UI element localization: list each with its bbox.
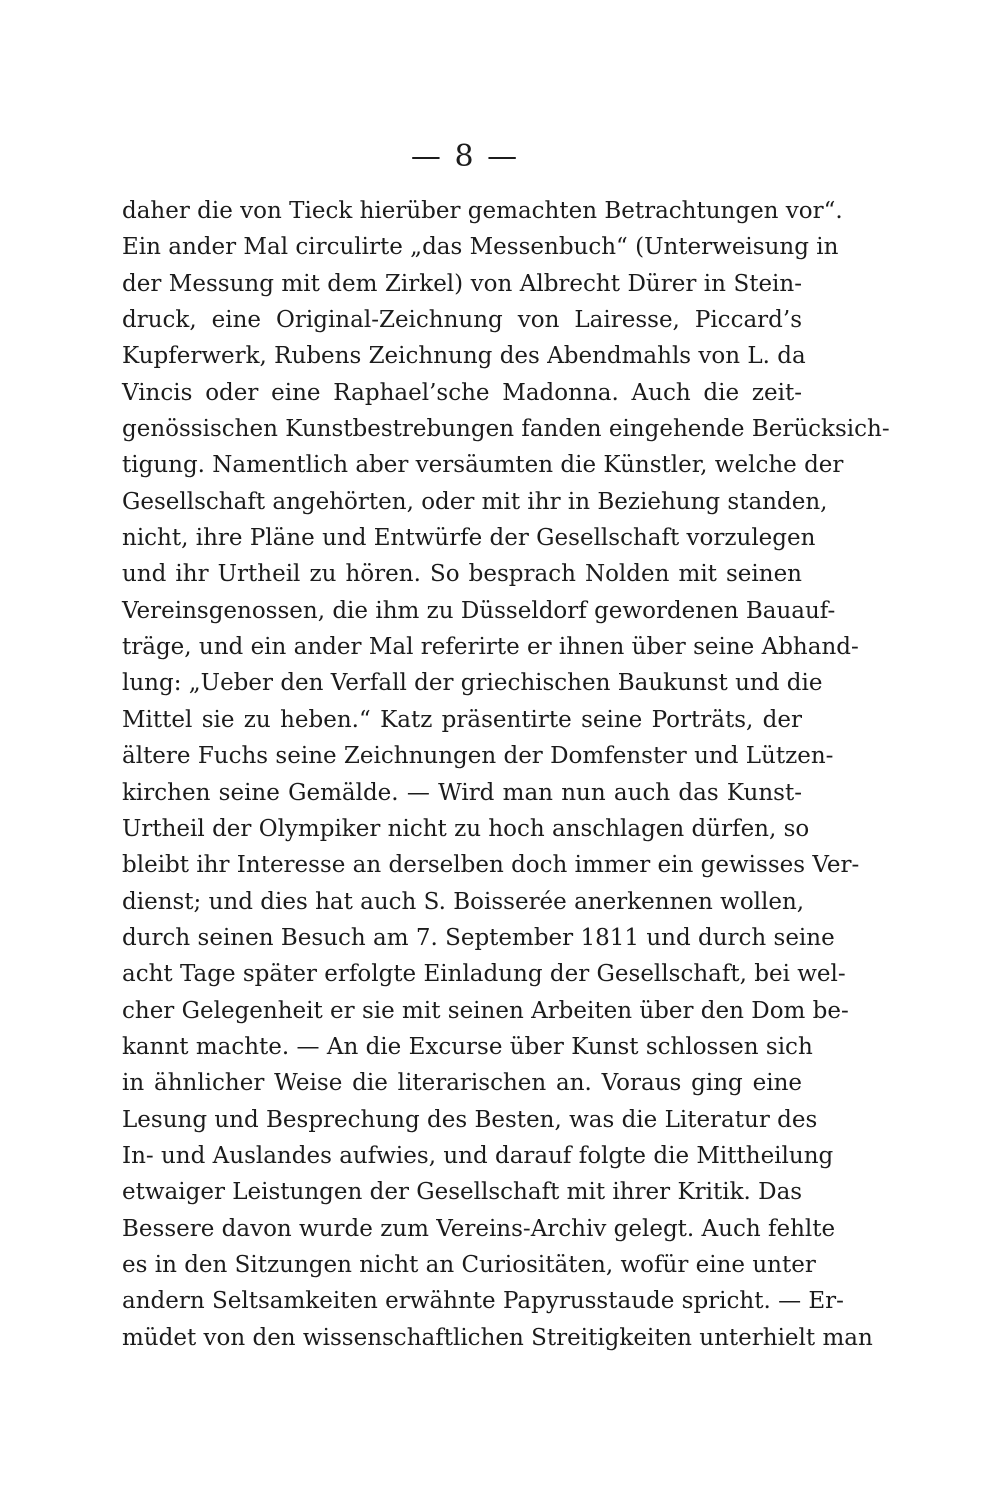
text-line: Urtheil der Olympiker nicht zu hoch anschlagen dürfen, so <box>122 815 810 842</box>
text-line: es in den Sitzungen nicht an Curiositäten, wofür eine unter <box>122 1251 816 1278</box>
text-line: andern Seltsamkeiten erwähnte Papyrusstaude spricht. — Er- <box>122 1288 844 1315</box>
text-line: dienst; und dies hat auch S. Boisserée anerkennen wollen, <box>122 888 805 915</box>
text-line: nicht, ihre Pläne und Entwürfe der Gesellschaft vorzulegen <box>122 525 816 552</box>
text-line: Ein ander Mal circulirte „das Messenbuch“ (Unterweisung in <box>122 234 839 261</box>
text-line: Bessere davon wurde zum Vereins-Archiv gelegt. Auch fehlte <box>122 1215 836 1242</box>
text-line: daher die von Tieck hierüber gemachten Betrachtungen vor“. <box>122 198 843 224</box>
page-number: — 8 — <box>410 139 520 174</box>
text-line: Gesellschaft angehörten, oder mit ihr in Beziehung standen, <box>122 488 828 515</box>
text-line: acht Tage später erfolgte Einladung der Gesellschaft, bei wel- <box>122 961 846 988</box>
text-line: genössischen Kunstbestrebungen fanden eingehende Berücksich- <box>122 416 890 443</box>
text-line: bleibt ihr Interesse an derselben doch immer ein gewisses Ver- <box>122 852 860 879</box>
text-line: kirchen seine Gemälde. — Wird man nun auch das Kunst- <box>122 779 802 806</box>
text-line: etwaiger Leistungen der Gesellschaft mit ihrer Kritik. Das <box>122 1179 803 1206</box>
body-text <box>122 193 890 1356</box>
text-line: Vereinsgenossen, die ihm zu Düsseldorf gewordenen Bauauf- <box>122 597 836 624</box>
text-line: In- und Auslandes aufwies, und darauf folgte die Mittheilung <box>122 1142 834 1169</box>
text-line: tigung. Namentlich aber versäumten die Künstler, welche der <box>122 452 844 479</box>
text-line: Lesung und Besprechung des Besten, was die Literatur des <box>122 1106 818 1133</box>
text-line: durch seinen Besuch am 7. September 1811 und durch seine <box>122 924 835 951</box>
text-line: Vincis oder eine Raphael’sche Madonna. Auch die zeit- <box>122 379 802 406</box>
text-line: Kupferwerk, Rubens Zeichnung des Abendmahls von L. da <box>122 343 806 370</box>
text-line: der Messung mit dem Zirkel) von Albrecht Dürer in Stein- <box>122 270 802 297</box>
text-line: kannt machte. — An die Excurse über Kunst schlossen sich <box>122 1033 813 1060</box>
text-line: müdet von den wissenschaftlichen Streitigkeiten unterhielt man <box>122 1324 873 1351</box>
text-line: lung: „Ueber den Verfall der griechischen Baukunst und die <box>122 670 823 697</box>
text-line: und ihr Urtheil zu hören. So besprach Nolden mit seinen <box>122 561 802 588</box>
text-line: cher Gelegenheit er sie mit seinen Arbeiten über den Dom be- <box>122 997 849 1024</box>
text-line: träge, und ein ander Mal referirte er ihnen über seine Abhand- <box>122 634 859 661</box>
text-line: ältere Fuchs seine Zeichnungen der Domfenster und Lützen- <box>122 743 834 770</box>
text-line: druck, eine Original-Zeichnung von Lairesse, Piccard’s <box>122 307 802 334</box>
text-line: in ähnlicher Weise die literarischen an. Voraus ging eine <box>122 1070 802 1097</box>
text-line: Mittel sie zu heben.“ Katz präsentirte seine Porträts, der <box>122 706 802 733</box>
